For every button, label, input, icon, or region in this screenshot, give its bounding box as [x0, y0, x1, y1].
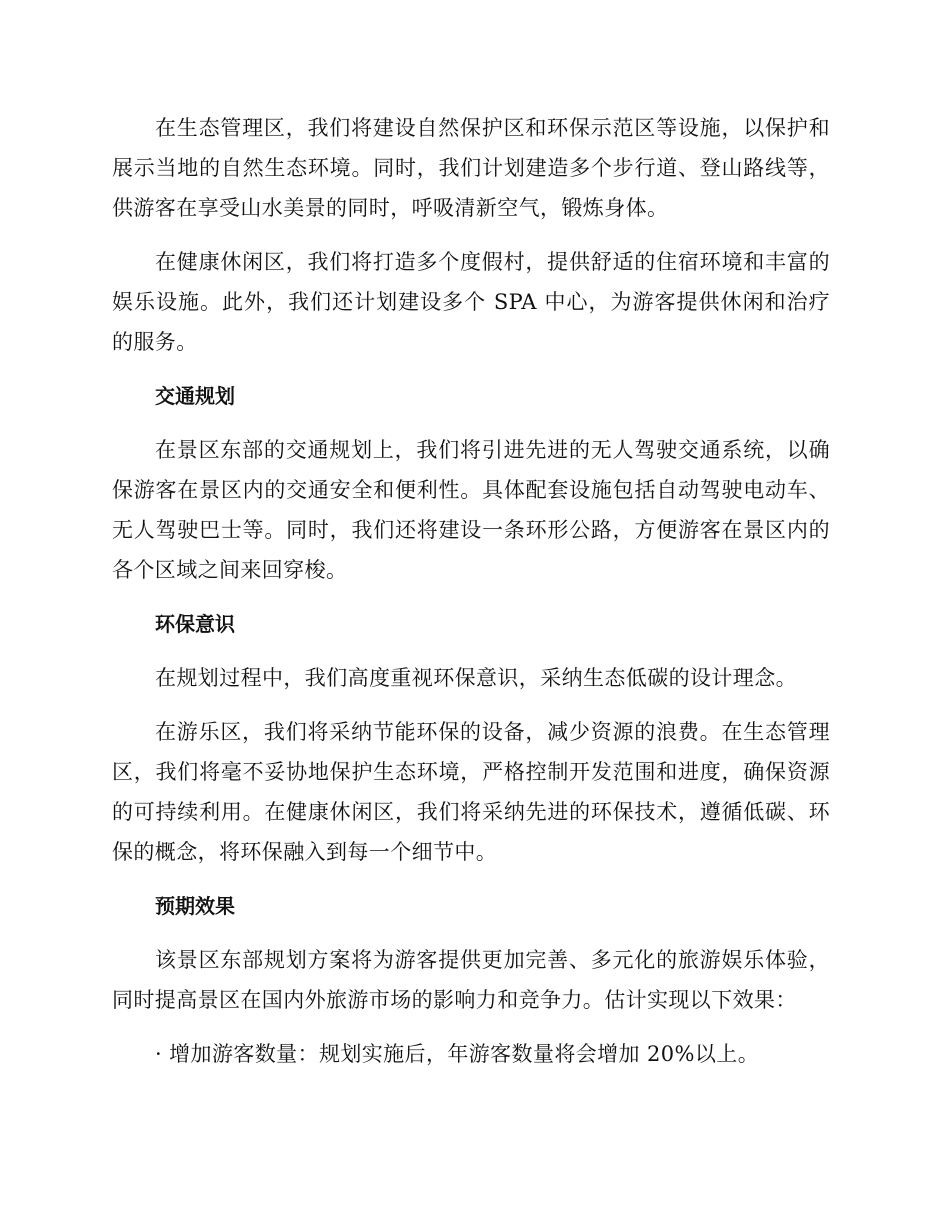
heading-effects: 预期效果: [155, 894, 235, 918]
paragraph-effect-intro: 该景区东部规划方案将为游客提供更加完善、多元化的旅游娱乐体验，同时提高景区在国内外旅游市场的影响力和竞争力。估计实现以下效果：: [112, 948, 830, 1012]
paragraph-eco-zone: 在生态管理区，我们将建设自然保护区和环保示范区等设施，以保护和展示当地的自然生态环境。同时，我们计划建造多个步行道、登山路线等，供游客在享受山水美景的同时，呼吸清新空气，锻炼身体。: [112, 116, 830, 220]
heading-transport: 交通规划: [155, 384, 235, 408]
paragraph-env-intro: 在规划过程中，我们高度重视环保意识，采纳生态低碳的设计理念。: [155, 666, 797, 690]
paragraph-transport: 在景区东部的交通规划上，我们将引进先进的无人驾驶交通系统，以确保游客在景区内的交通安全和便利性。具体配套设施包括自动驾驶电动车、无人驾驶巴士等。同时，我们还将建设一条环形公路，方便游客在景区内的各个区域之间来回穿梭。: [112, 438, 830, 582]
paragraph-env-detail: 在游乐区，我们将采纳节能环保的设备，减少资源的浪费。在生态管理区，我们将毫不妥协地保护生态环境，严格控制开发范围和进度，确保资源的可持续利用。在健康休闲区，我们将采纳先进的环保技术，遵循低碳、环保的概念，将环保融入到每一个细节中。: [112, 720, 830, 864]
paragraph-health-zone: 在健康休闲区，我们将打造多个度假村，提供舒适的住宿环境和丰富的娱乐设施。此外，我们还计划建设多个 SPA 中心，为游客提供休闲和治疗的服务。: [112, 250, 830, 354]
bullet-item-visitors: · 增加游客数量：规划实施后，年游客数量将会增加 20%以上。: [155, 1042, 760, 1066]
heading-environment: 环保意识: [155, 612, 235, 636]
document-page: [112, 108, 830, 1088]
